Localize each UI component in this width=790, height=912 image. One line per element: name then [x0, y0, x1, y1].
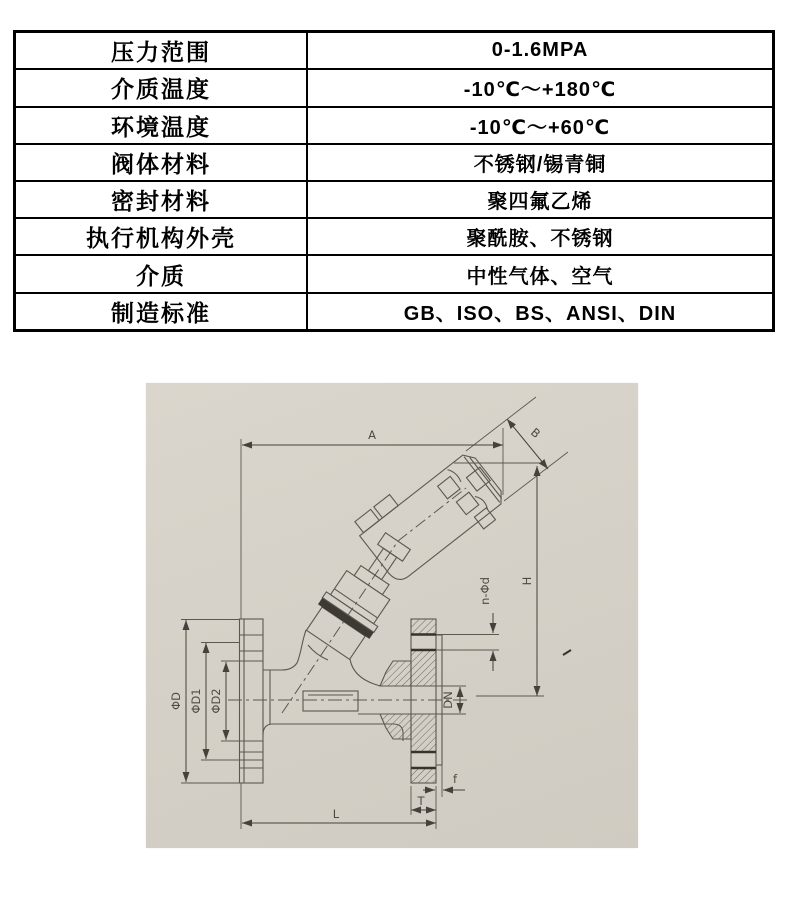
- valve-dimension-drawing: [146, 383, 638, 848]
- actuator-nut: [355, 509, 379, 532]
- spec-value: 0-1.6MPA: [307, 32, 774, 70]
- dim-label-n-phi-d: n-Φd: [478, 577, 492, 605]
- spec-value: 聚酰胺、不锈钢: [307, 218, 774, 255]
- spec-value: 聚四氟乙烯: [307, 181, 774, 218]
- dim-label-A: A: [368, 428, 376, 442]
- spec-label: 制造标准: [15, 293, 308, 331]
- actuator: [351, 439, 513, 592]
- spec-value: -10℃～+180℃: [307, 69, 774, 106]
- spec-label: 介质温度: [15, 69, 308, 106]
- table-row: [15, 107, 774, 144]
- actuator-port: [456, 492, 478, 514]
- actuator-nut: [374, 495, 398, 518]
- spec-value: 不锈钢/锡青铜: [307, 144, 774, 181]
- dimension-lines: [186, 419, 548, 823]
- table-row: [15, 255, 774, 292]
- dim-label-T: T: [417, 794, 425, 808]
- table-row: [15, 293, 774, 331]
- spec-value: 中性气体、空气: [307, 255, 774, 292]
- dim-label-L: L: [332, 807, 340, 821]
- dim-label-phi-D2: ΦD2: [209, 688, 223, 714]
- dim-label-phi-D1: ΦD1: [189, 688, 203, 714]
- valve-drawing-photo: [146, 383, 638, 848]
- spec-label: 密封材料: [15, 181, 308, 218]
- dim-label-B: B: [528, 425, 544, 441]
- dim-label-DN: DN: [441, 691, 455, 709]
- spec-label: 压力范围: [15, 32, 308, 70]
- left-flange: [240, 619, 264, 783]
- spec-value: -10℃～+60℃: [307, 107, 774, 144]
- table-row: [15, 218, 774, 255]
- spec-label: 执行机构外壳: [15, 218, 308, 255]
- spec-label: 介质: [15, 255, 308, 292]
- spec-value: GB、ISO、BS、ANSI、DIN: [307, 293, 774, 331]
- table-row: [15, 144, 774, 181]
- photo-speck: [563, 650, 571, 655]
- dim-label-phi-D: ΦD: [169, 692, 183, 710]
- spec-label: 环境温度: [15, 107, 308, 144]
- table-row: [15, 69, 774, 106]
- dim-label-f: f: [452, 772, 458, 786]
- spec-label: 阀体材料: [15, 144, 308, 181]
- spec-table: [13, 30, 775, 332]
- table-row: [15, 32, 774, 70]
- table-row: [15, 181, 774, 218]
- dim-label-H: H: [520, 576, 534, 586]
